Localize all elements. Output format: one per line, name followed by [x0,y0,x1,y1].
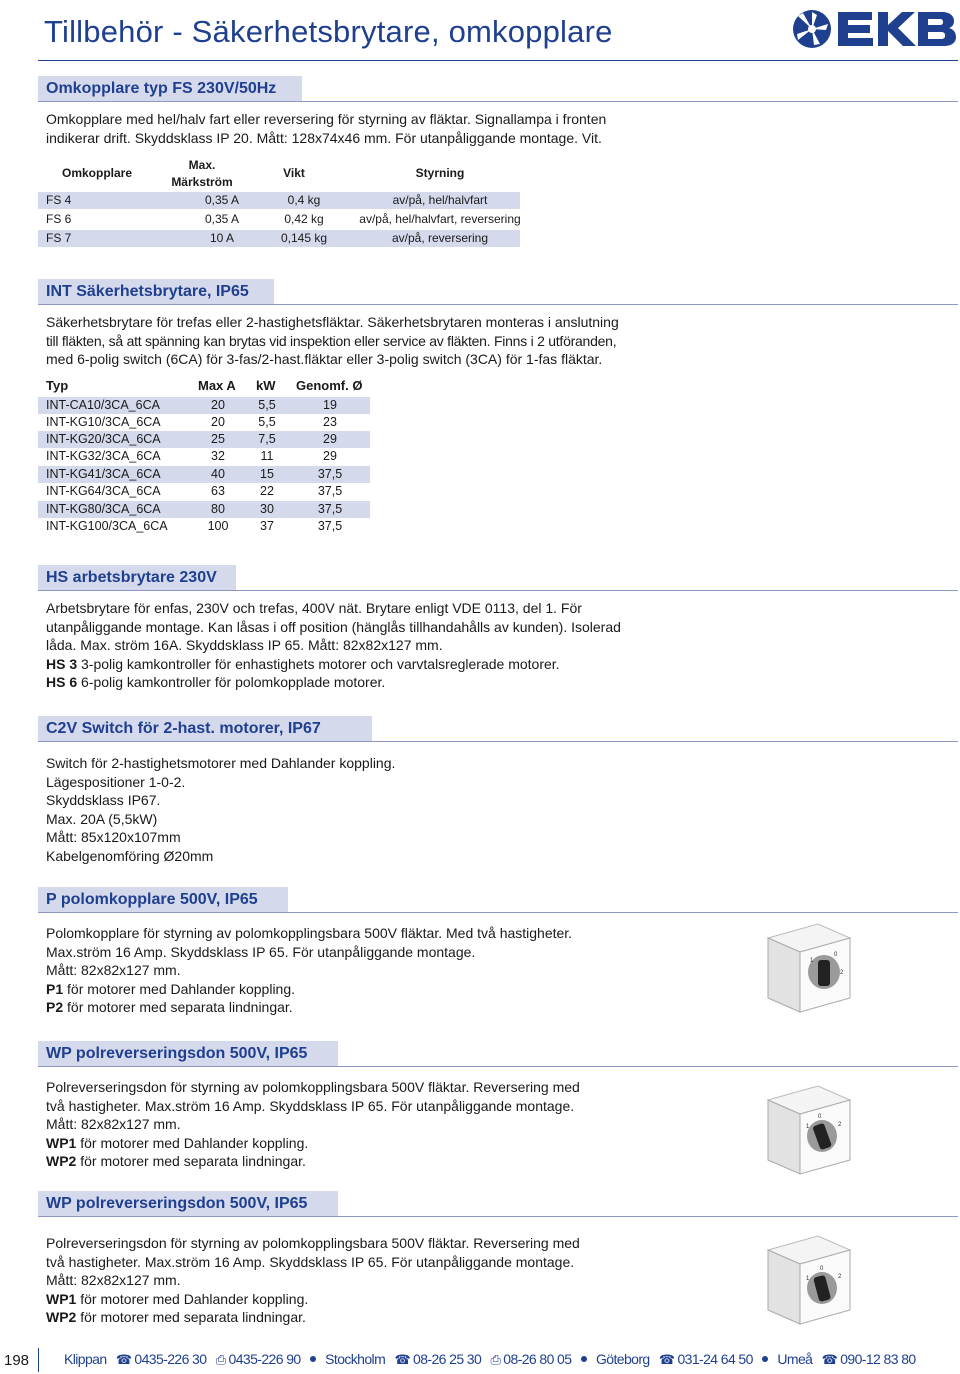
model-label: HS 6 [46,674,78,690]
switch-photo [758,1078,854,1178]
wp-description [46,1234,580,1327]
svg-text:1: 1 [806,1124,810,1130]
text-line: Mått: 85x120x107mm [46,829,181,845]
table-row [38,483,370,500]
text-line [46,1308,580,1327]
model-text: för motorer med separata lindningar. [76,1309,306,1325]
fs-col-max: Max. [188,158,216,172]
model-text: för motorer med Dahlander koppling. [76,1290,309,1307]
text-line: Polreverseringsdon för styrning av polomkopplingsbara 500V fläktar. Reversering med [46,1079,580,1095]
section-heading-wp: WP polreverseringsdon 500V, IP65 [38,1041,338,1067]
cell: INT-KG10/3CA_6CA [46,415,161,429]
fs-col-vikt: Vikt [283,166,305,180]
section-rule [38,1216,958,1217]
cell: 23 [323,415,337,429]
cell: 30 [260,502,274,516]
section-heading-c2v: C2V Switch för 2-hast. motorer, IP67 [38,716,372,742]
text-line [46,980,572,999]
switch-photo [758,916,854,1016]
cell: 19 [323,398,337,412]
fax-number: 08-26 80 05 [503,1351,572,1367]
model-label: WP2 [46,1309,77,1325]
model-label: HS 3 [46,655,78,672]
footer-contacts [64,1351,916,1368]
model-text: 3-polig kamkontroller för enhastighets motorer och varvtalsreglerade motorer. [77,655,560,672]
text-line: till fläkten, så att spänning kan brytas vid inspektion eller service av fläkten. Finns i 2 utföranden, [46,332,617,349]
int-col-kw: kW [256,378,276,393]
svg-text:0: 0 [820,1266,824,1272]
text-line [46,1152,580,1171]
header-rule [38,60,958,61]
text-line: Max.ström 16 Amp. Skyddsklass IP 65. För utanpåliggande montage. [46,943,476,960]
phone-number: 0435-226 30 [134,1351,207,1367]
cell: av/på, hel/halvfart [392,193,488,207]
cell: FS 4 [46,193,72,207]
text-line [46,655,621,674]
section-rule [38,304,958,305]
cell: 37,5 [317,484,343,498]
cell: 29 [323,449,337,463]
fax-number: 0435-226 90 [228,1351,301,1367]
text-line [46,1134,580,1153]
cell: 0,42 kg [284,212,324,226]
model-label: WP1 [46,1134,77,1151]
text-line: indikerar drift. Skyddsklass IP 20. Mått: 128x74x46 mm. För utanpåliggande montage. Vit. [46,129,602,146]
fs-col-omkopplare: Omkopplare [61,166,133,180]
svg-text:0: 0 [818,1114,822,1120]
section-rule [38,1066,958,1067]
fs-col-styrning: Styrning [415,166,465,180]
svg-text:0: 0 [834,952,838,958]
bullet-icon [762,1356,768,1362]
cell: INT-KG80/3CA_6CA [46,502,161,516]
hs-description [46,599,621,692]
model-text: för motorer med separata lindningar. [76,1153,306,1169]
logo-text: EKB [790,6,793,7]
text-line: med 6-polig switch (6CA) för 3-fas/2-hast.fläktar eller 3-polig switch (3CA) för 1-fas fläktar. [46,351,603,367]
cell: 5,5 [258,398,276,412]
phone-icon: ☎ [658,1352,675,1367]
cell: av/på, reversering [391,231,489,245]
cell: av/på, hel/halvfart, reversering [359,212,521,226]
phone-icon: ☎ [115,1352,132,1367]
table-row [38,518,370,535]
cell: 0,35 A [204,212,240,226]
int-col-max-a: Max A [198,378,236,393]
text-line [46,673,621,692]
section-heading-hs: HS arbetsbrytare 230V [38,565,236,591]
cell: 22 [260,484,274,498]
text-line: Mått: 82x82x127 mm. [46,1272,181,1288]
switch-photo [758,1228,854,1328]
section-rule [38,590,958,591]
page-title: Tillbehör - Säkerhetsbrytare, omkopplare [44,14,613,49]
section-heading-int: INT Säkerhetsbrytare, IP65 [38,279,274,305]
p-description [46,924,572,1017]
text-line: Omkopplare med hel/halv fart eller reversering för styrning av fläktar. Signallampa i fronten [46,111,607,127]
office-name: Göteborg [596,1351,650,1367]
section-rule [38,101,958,102]
cell: 32 [211,449,225,463]
cell: 0,35 A [204,193,240,207]
table-row [38,501,370,518]
table-row [38,414,370,431]
model-text: 6-polig kamkontroller för polomkopplade motorer. [77,674,386,690]
section-rule [38,912,958,913]
fax-icon: ⎙ [490,1352,501,1367]
text-line: Polomkopplare för styrning av polomkopplingsbara 500V fläktar. Med två hastigheter. [46,925,573,941]
bullet-icon [310,1356,316,1362]
c2v-description [46,754,395,865]
office-name: Stockholm [325,1351,386,1367]
model-label: P2 [46,999,64,1015]
table-row [38,192,520,209]
cell: INT-KG20/3CA_6CA [46,432,161,446]
svg-text:1: 1 [806,1276,810,1282]
cell: 37,5 [317,519,343,533]
cell: 11 [260,449,274,463]
model-text: för motorer med Dahlander koppling. [63,980,296,997]
cell: 63 [211,484,225,498]
table-row [38,431,370,448]
table-row [38,211,520,228]
cell: 20 [211,398,225,412]
cell: 10 A [209,231,235,245]
cell: 100 [207,519,229,533]
page-number: 198 [4,1352,30,1369]
cell: 5,5 [258,415,276,429]
fax-icon: ⎙ [215,1352,226,1367]
model-label: P1 [46,980,64,997]
int-col-genomf: Genomf. Ø [296,378,363,393]
cell: INT-KG100/3CA_6CA [46,519,168,533]
text-line: Kabelgenomföring Ø20mm [46,847,214,864]
cell: 0,145 kg [280,231,328,245]
phone-icon: ☎ [394,1352,411,1367]
cell: 7,5 [258,432,276,446]
int-col-typ: Typ [46,378,69,393]
phone-number: 08-26 25 30 [413,1351,482,1367]
cell: 0,4 kg [287,193,321,207]
svg-text:1: 1 [810,958,814,964]
section-heading-fs: Omkopplare typ FS 230V/50Hz [38,76,302,102]
phone-icon: ☎ [821,1352,838,1367]
wp-description [46,1078,580,1171]
text-line: Max. 20A (5,5kW) [46,810,158,827]
int-description [46,313,619,369]
cell: 15 [260,467,274,481]
cell: 37 [260,519,274,533]
text-line: två hastigheter. Max.ström 16 Amp. Skyddsklass IP 65. För utanpåliggande montage. [46,1253,575,1270]
cell: FS 7 [46,231,72,245]
section-heading-p: P polomkopplare 500V, IP65 [38,887,288,913]
model-text: för motorer med separata lindningar. [63,999,293,1015]
table-row [38,230,520,247]
text-line: låda. Max. ström 16A. Skyddsklass IP 65. Mått: 82x82x127 mm. [46,637,443,653]
cell: 29 [323,432,337,446]
text-line [46,1290,580,1309]
model-text: för motorer med Dahlander koppling. [76,1134,309,1151]
ekb-logo [790,6,958,52]
text-line: Switch för 2-hastighetsmotorer med Dahlander koppling. [46,755,396,771]
phone-number: 090-12 83 80 [840,1351,916,1367]
svg-text:2: 2 [840,970,844,976]
cell: FS 6 [46,212,72,226]
cell: 25 [211,432,225,446]
cell: 37,5 [317,502,343,516]
office-name: Klippan [64,1351,107,1367]
text-line: Mått: 82x82x127 mm. [46,1116,181,1132]
cell: 80 [211,502,225,516]
section-rule [38,741,958,742]
table-row [38,397,370,414]
text-line: Polreverseringsdon för styrning av polomkopplingsbara 500V fläktar. Reversering med [46,1235,580,1251]
footer-divider [38,1348,39,1372]
svg-text:2: 2 [838,1274,842,1280]
cell: INT-KG32/3CA_6CA [46,449,161,463]
fs-description [46,110,606,147]
table-row [38,466,370,483]
model-label: WP1 [46,1290,77,1307]
text-line [46,998,572,1017]
text-line: Arbetsbrytare för enfas, 230V och trefas, 400V nät. Brytare enligt VDE 0113, del 1. För [46,600,582,616]
phone-number: 031-24 64 50 [677,1351,753,1367]
fs-col-markstrom: Märkström [171,175,233,189]
text-line: Mått: 82x82x127 mm. [46,962,181,978]
office-name: Umeå [777,1351,813,1367]
cell: INT-CA10/3CA_6CA [46,398,160,412]
cell: INT-KG41/3CA_6CA [46,467,161,481]
cell: 37,5 [317,467,343,481]
text-line: Skyddsklass IP67. [46,792,161,808]
text-line: två hastigheter. Max.ström 16 Amp. Skyddsklass IP 65. För utanpåliggande montage. [46,1097,575,1114]
cell: 20 [211,415,225,429]
table-row [38,448,370,465]
cell: 40 [211,467,225,481]
section-heading-wp: WP polreverseringsdon 500V, IP65 [38,1191,338,1217]
text-line: Säkerhetsbrytare för trefas eller 2-hastighetsfläktar. Säkerhetsbrytaren monteras i anslutning [46,314,619,330]
svg-text:2: 2 [838,1122,842,1128]
cell: INT-KG64/3CA_6CA [46,484,161,498]
text-line: utanpåliggande montage. Kan låsas i off position (hänglås tillhandahålls av kunden). Isolerad [46,618,621,635]
bullet-icon [581,1356,587,1362]
text-line: Lägespositioner 1-0-2. [46,773,186,790]
model-label: WP2 [46,1153,77,1169]
